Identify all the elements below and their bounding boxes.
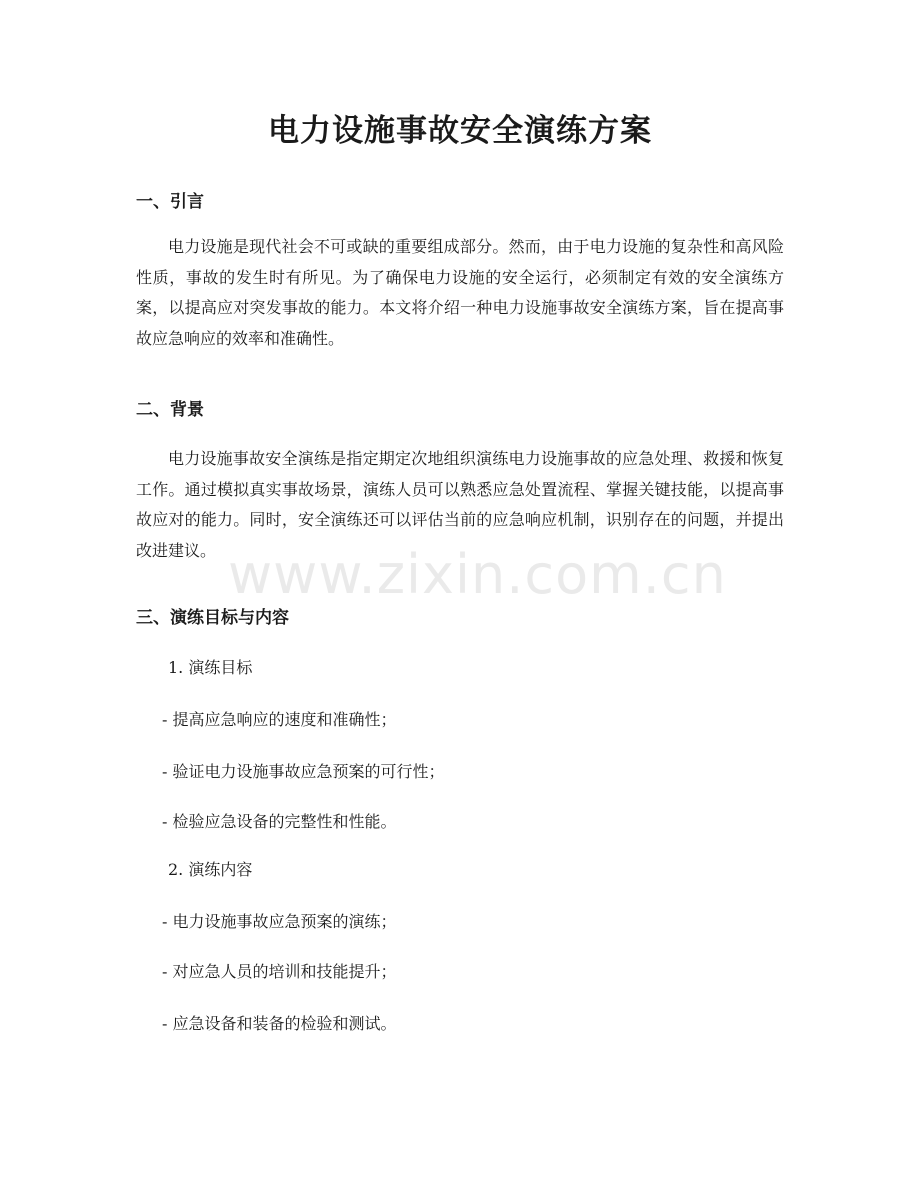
list-item: - 验证电力设施事故应急预案的可行性； (162, 762, 445, 781)
watermark-text: www.zixin.com.cn (228, 543, 727, 606)
subsection-title-goals: 1. 演练目标 (168, 658, 253, 677)
list-item: - 对应急人员的培训和技能提升； (162, 962, 397, 981)
list-item: - 提高应急响应的速度和准确性； (162, 710, 397, 729)
document-title: 电力设施事故安全演练方案 (268, 113, 652, 149)
introduction-paragraph: 电力设施是现代社会不可或缺的重要组成部分。然而，由于电力设施的复杂性和高风险性质，事故的发生时有所见。为了确保电力设施的安全运行，必须制定有效的安全演练方案，以提高应对突发事故的能力。本文将介绍一种电力设施事故安全演练方案，旨在提高事故应急响应的效率和准确性。 (136, 237, 784, 348)
list-item: - 电力设施事故应急预案的演练； (162, 912, 397, 931)
list-item: - 应急设备和装备的检验和测试。 (162, 1014, 397, 1033)
section-heading-goals-content: 三、演练目标与内容 (136, 608, 289, 628)
list-item: - 检验应急设备的完整性和性能。 (162, 812, 397, 831)
background-paragraph: 电力设施事故安全演练是指定期定次地组织演练电力设施事故的应急处理、救援和恢复工作。通过模拟真实事故场景，演练人员可以熟悉应急处置流程、掌握关键技能，以提高事故应对的能力。同时，安全演练还可以评估当前的应急响应机制，识别存在的问题，并提出改进建议。 (136, 449, 784, 560)
section-heading-background: 二、背景 (136, 400, 204, 420)
section-heading-introduction: 一、引言 (136, 192, 204, 212)
subsection-title-content: 2. 演练内容 (168, 860, 253, 879)
